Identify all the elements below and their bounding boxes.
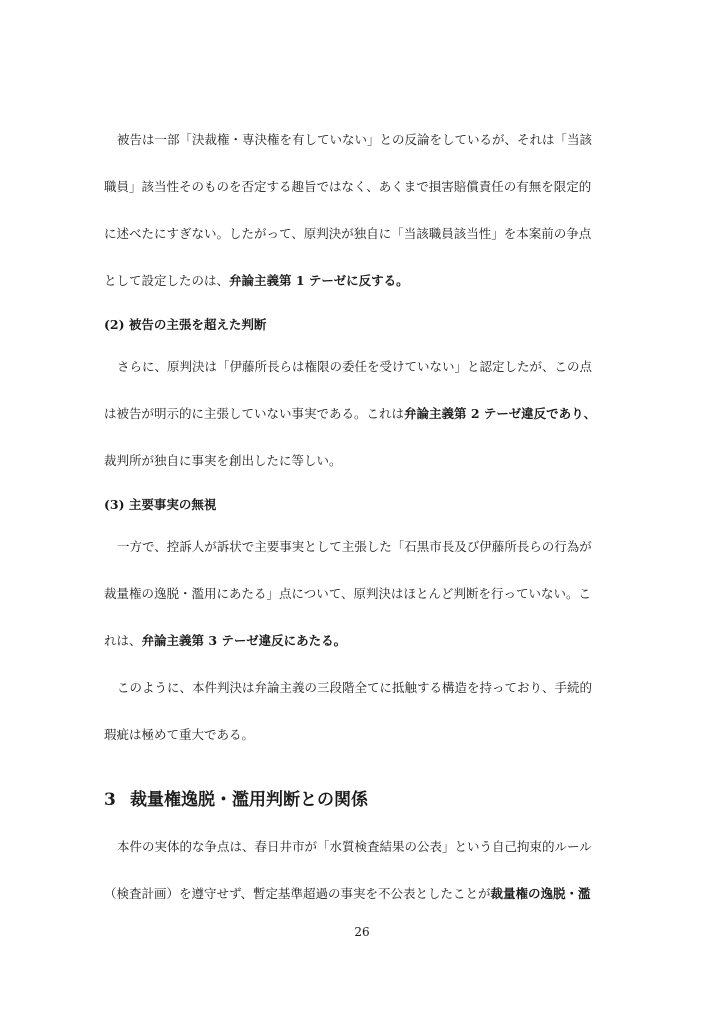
bold-text-run: 弁論主義第 1 テーゼに反する。	[229, 273, 409, 288]
paragraph-line: 裁量権の逸脱・濫用にあたる」点について、原判決はほとんど判断を行っていない。こ	[104, 586, 592, 601]
paragraph-line	[104, 405, 624, 423]
paragraph-line: 瑕疵は極めて重大である。	[104, 727, 255, 742]
subsection-heading: (2) 被告の主張を超えた判断	[104, 317, 267, 332]
bold-text-run: 弁論主義第 3 テーゼ違反にあたる。	[141, 633, 347, 648]
paragraph-line: 職員」該当性そのものを否定する趣旨ではなく、あくまで損害賠償責任の有無を限定的	[104, 179, 592, 194]
subsection-heading: (3) 主要事実の無視	[104, 497, 217, 512]
paragraph-line: このように、本件判決は弁論主義の三段階全てに抵触する構造を持っており、手続的	[117, 680, 593, 695]
bold-text-run: 弁論主義第 2 テーゼ違反であり、	[404, 406, 597, 421]
section-number: 3	[104, 790, 116, 810]
page-number: 26	[354, 925, 370, 939]
text-run: れは、	[104, 633, 142, 648]
paragraph-line: 裁判所が独自に事実を創出したに等しい。	[104, 453, 342, 468]
text-run: は被告が明示的に主張していない事実である。これは	[104, 406, 405, 421]
text-run: として設定したのは、	[104, 273, 230, 288]
paragraph-line: さらに、原判決は「伊藤所長らは権限の委任を受けていない」と認定したが、この点	[117, 359, 593, 374]
paragraph-line: 一方で、控訴人が訴状で主要事実として主張した「石黒市長及び伊藤所長らの行為が	[117, 539, 592, 554]
paragraph-line	[104, 272, 624, 290]
section-title: 裁量権逸脱・濫用判断との関係	[130, 790, 368, 810]
paragraph-line: 本件の実体的な争点は、春日井市が「水質検査結果の公表」という自己拘束的ルール	[117, 839, 592, 854]
section-heading	[104, 788, 368, 812]
paragraph-line	[104, 885, 624, 903]
paragraph-line: に述べたにすぎない。したがって、原判決が独自に「当該職員該当性」を本案前の争点	[104, 226, 592, 241]
paragraph-line	[104, 632, 624, 650]
paragraph-line: 被告は一部「決裁権・専決権を有していない」との反論をしているが、それは「当該	[117, 132, 593, 147]
text-run: （検査計画）を遵守せず、暫定基準超過の事実を不公表としたことが	[104, 886, 491, 901]
bold-text-run: 裁量権の逸脱・濫	[490, 886, 591, 901]
